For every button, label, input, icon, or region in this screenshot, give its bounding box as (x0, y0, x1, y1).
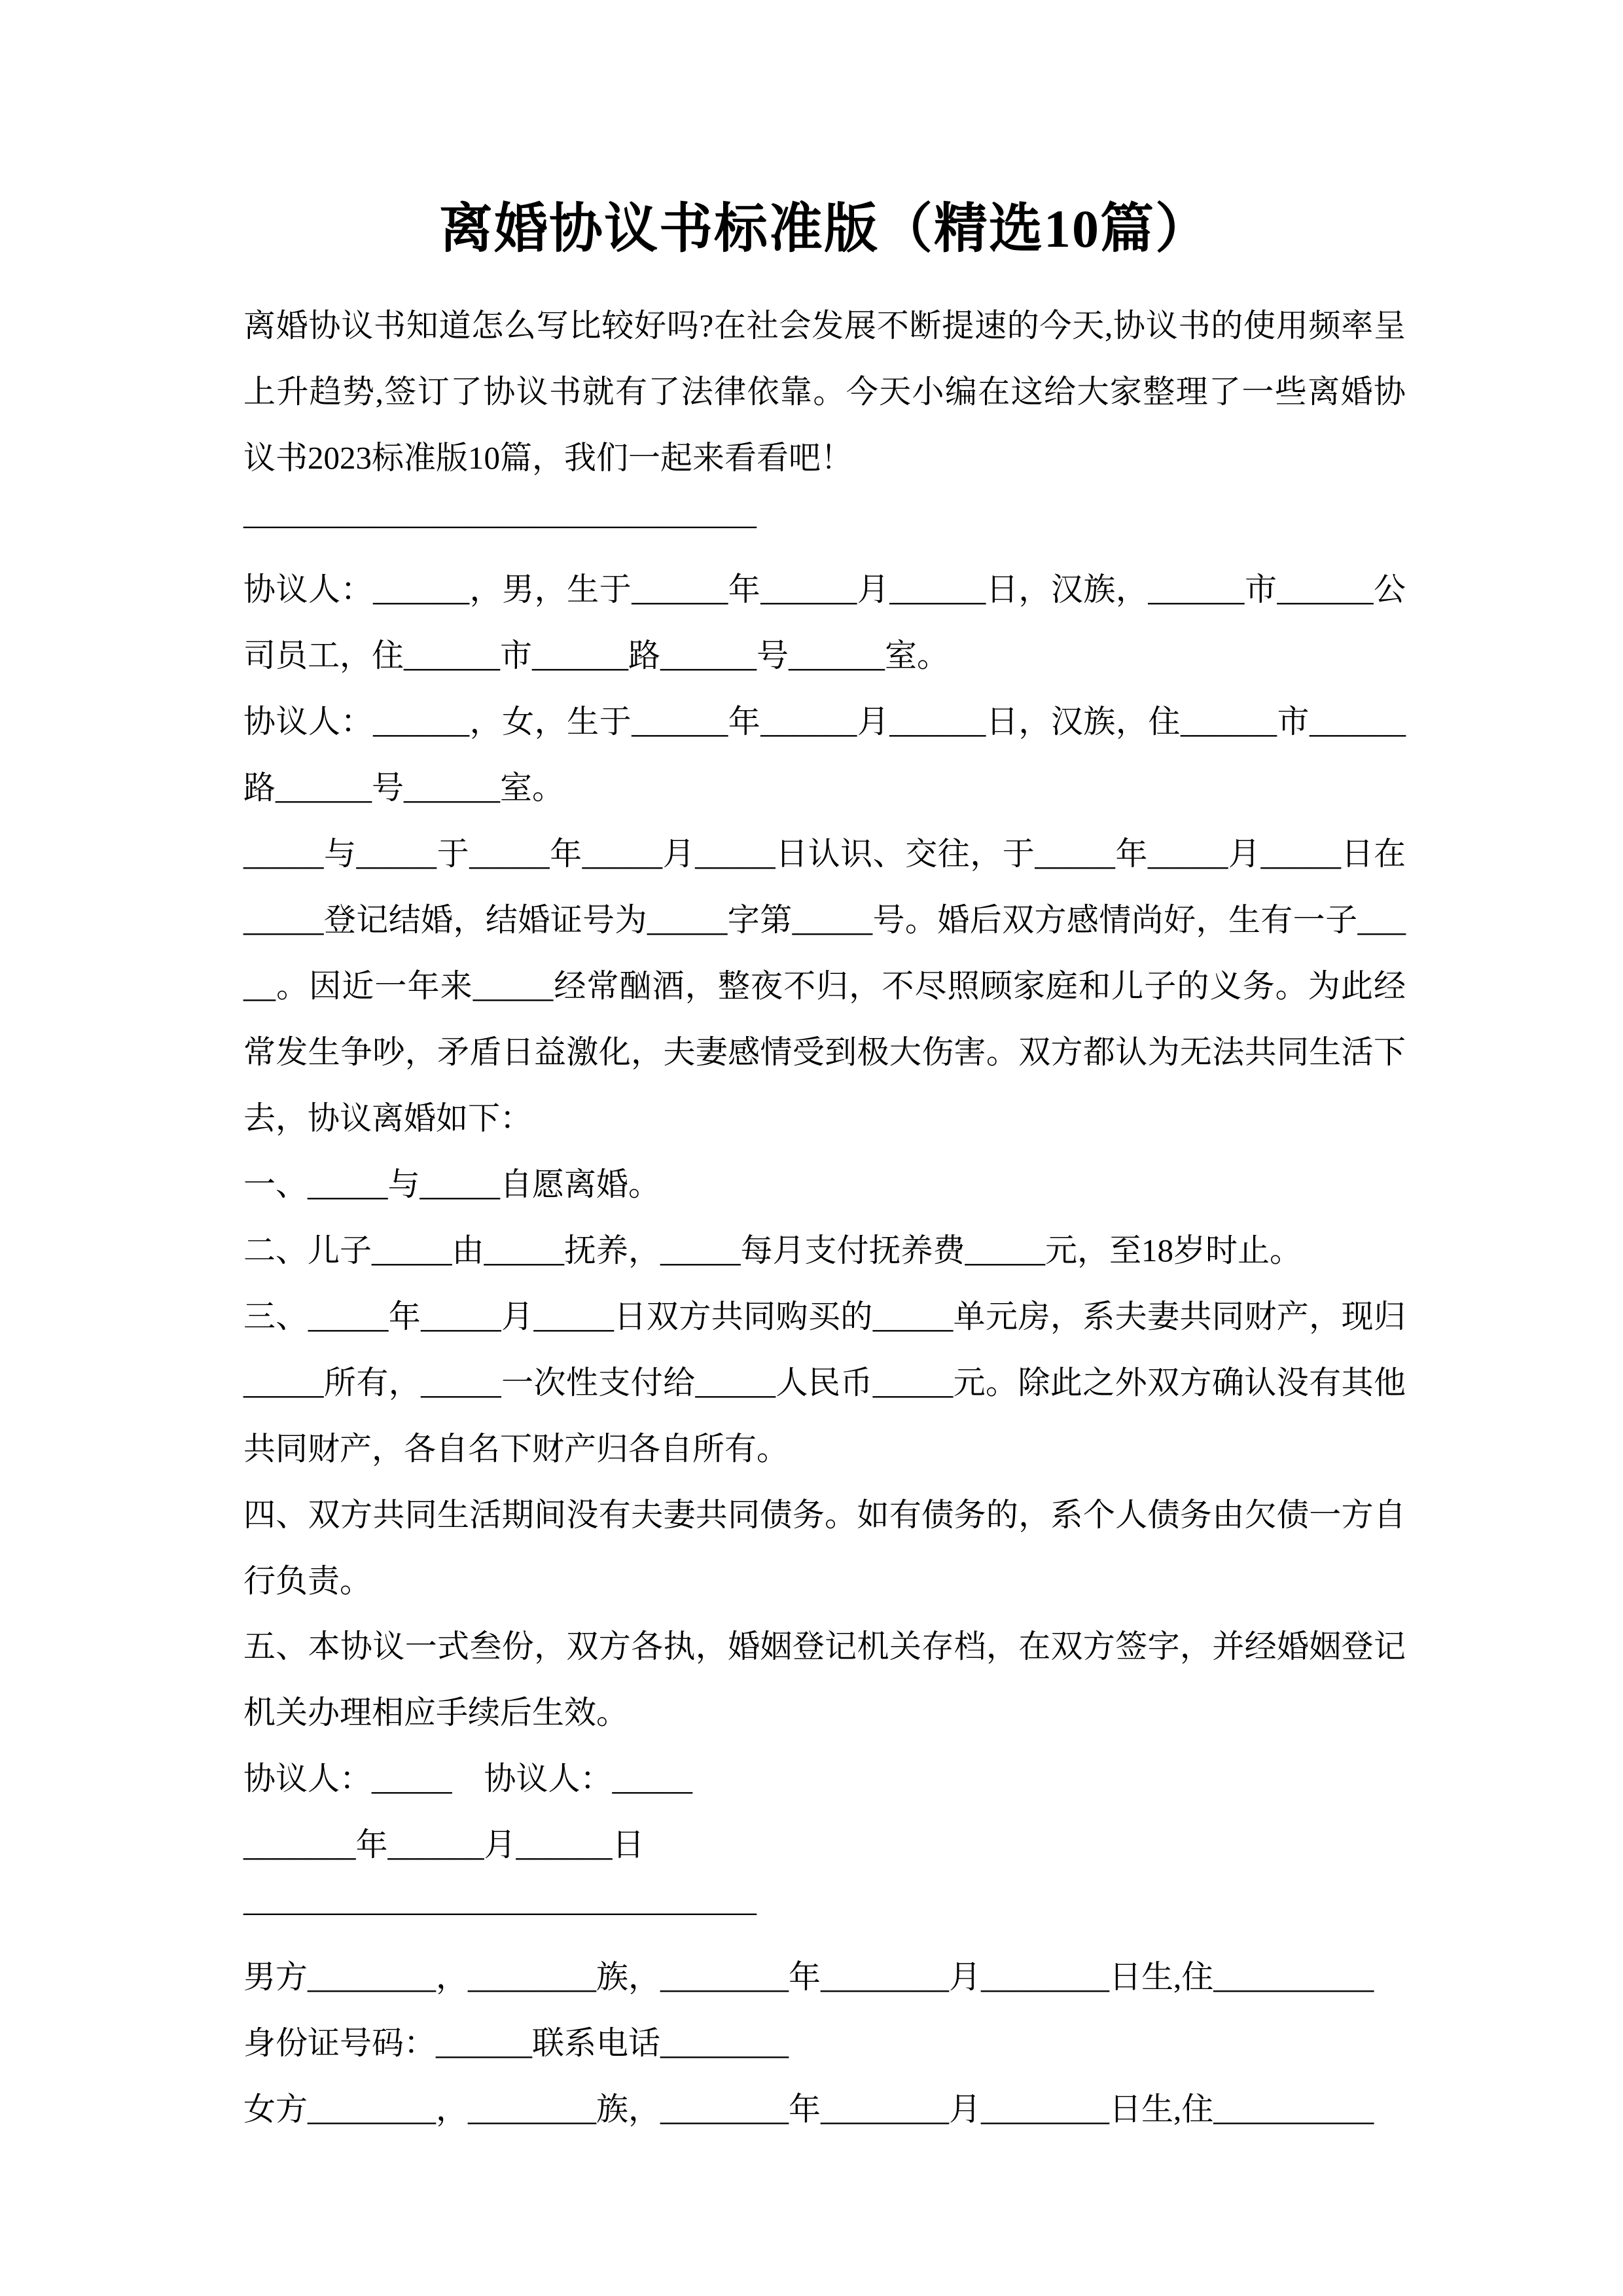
paragraph-clause-5: 五、本协议一式叁份，双方各执，婚姻登记机关存档，在双方签字，并经婚姻登记机关办理相应手续后生效。 (243, 1628, 1406, 1731)
divider-line-1: ———————————————— (243, 505, 757, 542)
paragraph-party-b: 协议人：______，女，生于______年______月______日，汉族，住______市______路______号______室。 (243, 704, 1406, 806)
paragraph-clause-4: 四、双方共同生活期间没有夫妻共同债务。如有债务的，系个人债务由欠债一方自行负责。 (243, 1496, 1406, 1599)
paragraph-intro: 离婚协议书知道怎么写比较好吗?在社会发展不断提速的今天,协议书的使用频率呈上升趋势,签订了协议书就有了法律依靠。今天小编在这给大家整理了一些离婚协议书2023标准版10篇，我们一起来看看吧！ (243, 307, 1406, 476)
paragraph-clause-3: 三、_____年_____月_____日双方共同购买的_____单元房，系夫妻共同财产，现归_____所有，_____一次性支付给_____人民币_____元。除此之外双方确认没有其他共同财产，各自名下财产归各自所有。 (243, 1298, 1406, 1467)
paragraph-party-a: 协议人：______，男，生于______年______月______日，汉族，______市______公司员工，住______市______路______号______室。 (243, 571, 1406, 674)
paragraph-date-line: _______年______月______日 (243, 1827, 645, 1863)
paragraph-background: _____与_____于_____年_____月_____日认识、交往，于_____年_____月_____日在_____登记结婚，结婚证号为_____字第_____号。婚后双方感情尚好，生有一子_____。因近一年来_____经常酗酒，整夜不归，不尽照顾家庭和儿子的义务。为此经常发生争吵，矛盾日益激化，夫妻感情受到极大伤害。双方都认为无法共同生活下去，协议离婚如下： (243, 836, 1406, 1136)
doc-title: 离婚协议书标准版（精选10篇） (438, 199, 1210, 259)
paragraph-clause-2: 二、儿子_____由_____抚养，_____每月支付抚养费_____元，至18岁时止。 (243, 1232, 1302, 1268)
paragraph-id-contact: 身份证号码：______联系电话________ (243, 2025, 789, 2062)
paragraph-male-info: 男方________，________族，________年________月________日生,住__________ (243, 1959, 1374, 1996)
paragraph-female-info: 女方________，________族，________年________月________日生,住__________ (243, 2091, 1374, 2127)
paragraph-clause-1: 一、_____与_____自愿离婚。 (243, 1166, 661, 1202)
divider-line-2: ———————————————— (243, 1893, 757, 1929)
paragraph-signature-line: 协议人：_____ 协议人：_____ (243, 1761, 693, 1797)
